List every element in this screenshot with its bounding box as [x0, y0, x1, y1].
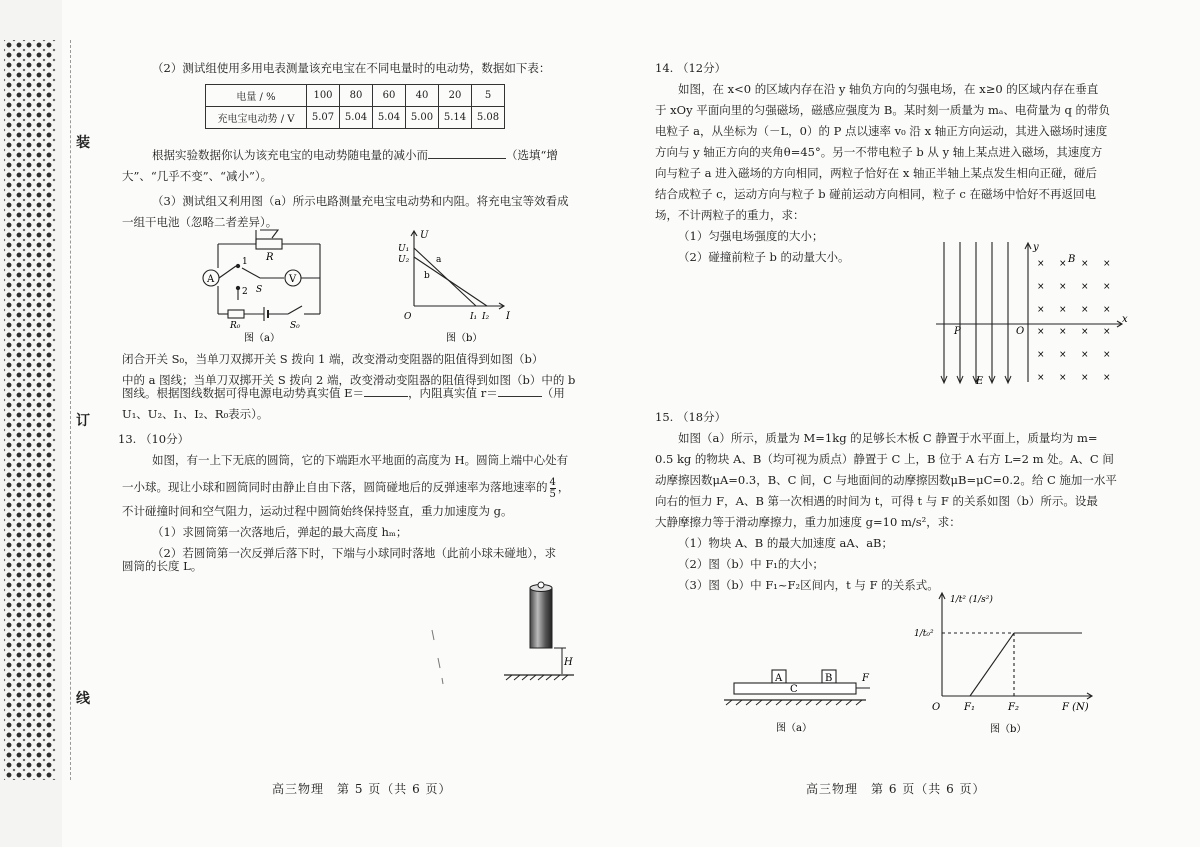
q12-conclusion-choice: （选填“增 [506, 148, 558, 162]
label-p: P [954, 326, 961, 337]
rheostat-slider [260, 230, 278, 238]
q12-part3-text-2: 一组干电池（忽略二者差异）。 [122, 215, 278, 229]
electric-field-lines [941, 242, 1011, 383]
table-head-charge: 电量 / % [206, 85, 307, 107]
table-head-emf: 充电宝电动势 / V [206, 107, 307, 129]
label-s0: S₀ [290, 321, 300, 331]
switch-s-blade [242, 268, 260, 278]
blocks-caption: 图（a） [776, 723, 812, 734]
table-cell: 5.00 [406, 107, 439, 129]
contact-1 [236, 264, 239, 267]
q14-line: 向与粒子 a 进入磁场的方向相同，两粒子恰好在 x 轴正半轴上某点发生相向正碰，碰后 [655, 166, 1097, 180]
ground-hatching [726, 700, 862, 705]
b-field-cross: × [1103, 350, 1111, 360]
label-ammeter: A [207, 274, 215, 285]
q14-sub1: （1）匀强电场强度的大小； [678, 229, 824, 243]
x-tick-f2: F₂ [1008, 702, 1019, 713]
q15-line: 0.5 kg 的物块 A、B（均可视为质点）静置于 C 上，B 位于 A 右方 L=2 m 处。A、C 间 [655, 452, 1114, 466]
label-r: R [266, 252, 274, 263]
line-label-b: b [424, 271, 430, 281]
resistor-r0 [228, 310, 244, 318]
q12-close-line3 [122, 382, 565, 404]
fraction-four-fifths [550, 477, 556, 500]
axis-label-u: U [420, 230, 429, 241]
label-o: O [1016, 326, 1025, 337]
b-field-cross: × [1037, 259, 1045, 269]
q15-title: 15. （18分） [655, 410, 727, 424]
b-field-cross: × [1081, 282, 1089, 292]
q13-line2-text: 一小球。现让小球和圆筒同时由静止自由下落，圆筒碰地后的反弹速率为落地速率的 [122, 480, 548, 494]
q13-line3: 不计碰撞时间和空气阻力，运动过程中圆筒始终保持竖直，重力加速度为 g。 [122, 504, 513, 518]
table-cell: 5.08 [472, 107, 505, 129]
table-cell: 5.04 [340, 107, 373, 129]
ball [538, 582, 544, 588]
b-field-cross: × [1059, 373, 1067, 383]
label-x: x [1122, 314, 1128, 325]
table-cell: 100 [307, 85, 340, 107]
b-field-cross: × [1059, 327, 1067, 337]
magnetic-field-crosses [1037, 259, 1111, 383]
b-field-cross: × [1103, 305, 1111, 315]
table-cell: 20 [439, 85, 472, 107]
b-field-cross: × [1103, 373, 1111, 383]
table-row [206, 107, 505, 129]
b-field-cross: × [1059, 282, 1067, 292]
table-cell: 5.04 [373, 107, 406, 129]
b-field-cross: × [1103, 259, 1111, 269]
fraction-denominator: 5 [549, 488, 556, 500]
fraction-numerator: 4 [549, 476, 556, 488]
label-e: E [976, 376, 984, 387]
q15-sub3: （3）图（b）中 F₁~F₂区间内，t 与 F 的关系式。 [678, 578, 939, 592]
origin-label: O [404, 312, 412, 322]
answer-blank-emf [364, 382, 408, 397]
b-field-cross: × [1081, 327, 1089, 337]
q12-conclusion-text: 根据实验数据你认为该充电宝的电动势随电量的减小而 [152, 148, 428, 162]
b-field-cross: × [1059, 305, 1067, 315]
q14-line: 如图，在 x<0 的区域内存在沿 y 轴负方向的匀强电场，在 x≥0 的区域内存在垂直 [678, 82, 1099, 96]
tick-u2: U₂ [398, 255, 410, 265]
label-force-f: F [862, 673, 869, 684]
label-switch-s: S [256, 285, 263, 295]
q13-title: 13. （10分） [118, 432, 190, 446]
tick-i1: I₁ [470, 312, 478, 322]
q12-part2-text: （2）测试组使用多用电表测量该充电宝在不同电量时的电动势，数据如下表： [152, 61, 551, 75]
label-b: B [1068, 254, 1076, 265]
b-field-cross: × [1037, 282, 1045, 292]
scan-marks [428, 628, 448, 688]
label-block-a: A [775, 673, 783, 684]
q12-close-line2: 中的 a 图线；当单刀双掷开关 S 拨向 2 端，改变滑动变阻器的阻值得到如图（b）中的 b [122, 373, 576, 387]
binding-char-xian: 线 [74, 688, 92, 708]
circuit-caption: 图（a） [244, 333, 280, 344]
blocks-figure [720, 660, 870, 738]
q13-sub1: （1）求圆筒第一次落地后，弹起的最大高度 hₘ； [152, 525, 408, 539]
cylinder-figure [500, 578, 580, 682]
q14-line: 结合成粒子 c，运动方向与粒子 b 碰前运动方向相同，粒子 c 在磁场中恰好不再返回电 [655, 187, 1097, 201]
y-tick-label: 1/t₀² [914, 629, 934, 639]
q12-part3-text: （3）测试组又利用图（a）所示电路测量充电宝电动势和内阻。将充电宝等效看成 [152, 194, 569, 208]
tf-graph-caption: 图（b） [990, 724, 1027, 735]
label-block-b: B [825, 673, 833, 684]
b-field-cross: × [1037, 327, 1045, 337]
table-row [206, 85, 505, 107]
q12-conclusion-options: 大”、“几乎不变”、“减小”）。 [122, 169, 273, 183]
b-field-cross: × [1081, 259, 1089, 269]
ui-graph [396, 226, 526, 344]
wire [219, 266, 236, 278]
q13-line1: 如图，有一上下无底的圆筒，它的下端距水平地面的高度为 H。圆筒上端中心处有 [152, 453, 569, 467]
x-tick-f1: F₁ [964, 702, 975, 713]
switch-s0-blade [288, 306, 302, 314]
line-label-a: a [436, 255, 442, 265]
page-footer-6: 高三物理 第 6 页（共 6 页） [806, 782, 986, 796]
q13-sub2-cont: 圆筒的长度 L。 [122, 559, 203, 573]
q12-emf-prompt: 图线。根据图线数据可得电源电动势真实值 E＝ [122, 386, 365, 400]
q15-sub1: （1）物块 A、B 的最大加速度 aA、aB； [678, 536, 894, 550]
answer-blank-trend [428, 144, 506, 159]
label-y: y [1033, 242, 1039, 253]
y-axis-label: 1/t² (1/s²) [950, 595, 993, 605]
b-field-cross: × [1037, 373, 1045, 383]
binding-char-zhuang: 装 [74, 132, 92, 152]
q12-r-prompt: ，内阻真实值 r＝ [408, 386, 498, 400]
q14-line: 方向与 y 轴正方向的夹角θ=45°。另一不带电粒子 b 从 y 轴上某点进入磁场，其速度方 [655, 145, 1103, 159]
q12-close-use: （用 [541, 386, 565, 400]
table-cell: 80 [340, 85, 373, 107]
q13-line2-tail: ， [557, 480, 570, 494]
q15-line: 动摩擦因数μA=0.3，B、C 间，C 与地面间的动摩擦因数μB=μC=0.2。给 C 施加一水平 [655, 473, 1117, 487]
line-b [414, 257, 487, 306]
answer-blank-r [498, 382, 542, 397]
table-cell: 40 [406, 85, 439, 107]
graph-caption: 图（b） [446, 333, 483, 344]
cylinder-body [530, 588, 552, 648]
table-cell: 60 [373, 85, 406, 107]
field-diagram [936, 238, 1130, 388]
circuit-diagram [198, 222, 338, 344]
b-field-cross: × [1037, 350, 1045, 360]
label-contact-2: 2 [242, 287, 248, 297]
q12-conclusion-line [152, 144, 558, 166]
q14-line: 场，不计两粒子的重力，求： [655, 208, 805, 222]
q12-close-line4: U₁、U₂、I₁、I₂、R₀表示）。 [122, 407, 269, 421]
label-h: H [564, 657, 573, 668]
q14-line: 于 xOy 平面向里的匀强磁场，磁感应强度为 B。某时刻一质量为 mₐ、电荷量为 q 的带负 [655, 103, 1110, 117]
q13-line2 [122, 476, 569, 500]
q14-line: 电粒子 a，从坐标为（－L，0）的 P 点以速率 v₀ 沿 x 轴正方向运动，其进入磁场时速度 [655, 124, 1108, 138]
tf-graph [912, 586, 1104, 738]
q14-title: 14. （12分） [655, 61, 727, 75]
b-field-cross: × [1059, 259, 1067, 269]
q15-line: 如图（a）所示，质量为 M=1kg 的足够长木板 C 静置于水平面上，质量均为 m= [678, 431, 1098, 445]
scan-mark [442, 678, 443, 684]
right-page [600, 0, 1200, 847]
table-cell: 5.07 [307, 107, 340, 129]
label-r0: R₀ [230, 321, 241, 331]
origin-label: O [932, 702, 941, 713]
tf-line-rising [970, 633, 1014, 696]
ground-hatching [506, 675, 568, 680]
emf-data-table [205, 84, 505, 129]
table-cell: 5 [472, 85, 505, 107]
b-field-cross: × [1081, 350, 1089, 360]
rheostat-body [256, 239, 282, 249]
b-field-cross: × [1037, 305, 1045, 315]
q15-line: 大静摩擦力等于滑动摩擦力，重力加速度 g=10 m/s²，求： [655, 515, 961, 529]
b-field-cross: × [1081, 305, 1089, 315]
binding-char-ding: 订 [74, 410, 92, 430]
q14-sub2: （2）碰撞前粒子 b 的动量大小。 [678, 250, 850, 264]
axis-label-i: I [506, 311, 510, 322]
b-field-cross: × [1081, 373, 1089, 383]
scan-mark [438, 658, 440, 668]
scan-mark [432, 630, 434, 640]
b-field-cross: × [1059, 350, 1067, 360]
tick-u1: U₁ [398, 244, 410, 254]
q12-close-line1: 闭合开关 S₀，当单刀双掷开关 S 拨向 1 端，改变滑动变阻器的阻值得到如图（b） [122, 352, 544, 366]
label-contact-1: 1 [242, 257, 248, 267]
label-voltmeter: V [289, 274, 297, 285]
table-cell: 5.14 [439, 107, 472, 129]
x-axis-label: F (N) [1062, 702, 1089, 713]
label-board-c: C [790, 684, 798, 695]
q15-sub2: （2）图（b）中 F₁的大小； [678, 557, 824, 571]
q13-sub2: （2）若圆筒第一次反弹后落下时，下端与小球同时落地（此前小球未碰地），求 [152, 546, 557, 560]
b-field-cross: × [1103, 282, 1111, 292]
page-footer-5: 高三物理 第 5 页（共 6 页） [272, 782, 452, 796]
q15-line: 向右的恒力 F，A、B 第一次相遇的时间为 t，可得 t 与 F 的关系如图（b）所示。设最 [655, 494, 1098, 508]
b-field-cross: × [1103, 327, 1111, 337]
tick-i2: I₂ [482, 312, 490, 322]
